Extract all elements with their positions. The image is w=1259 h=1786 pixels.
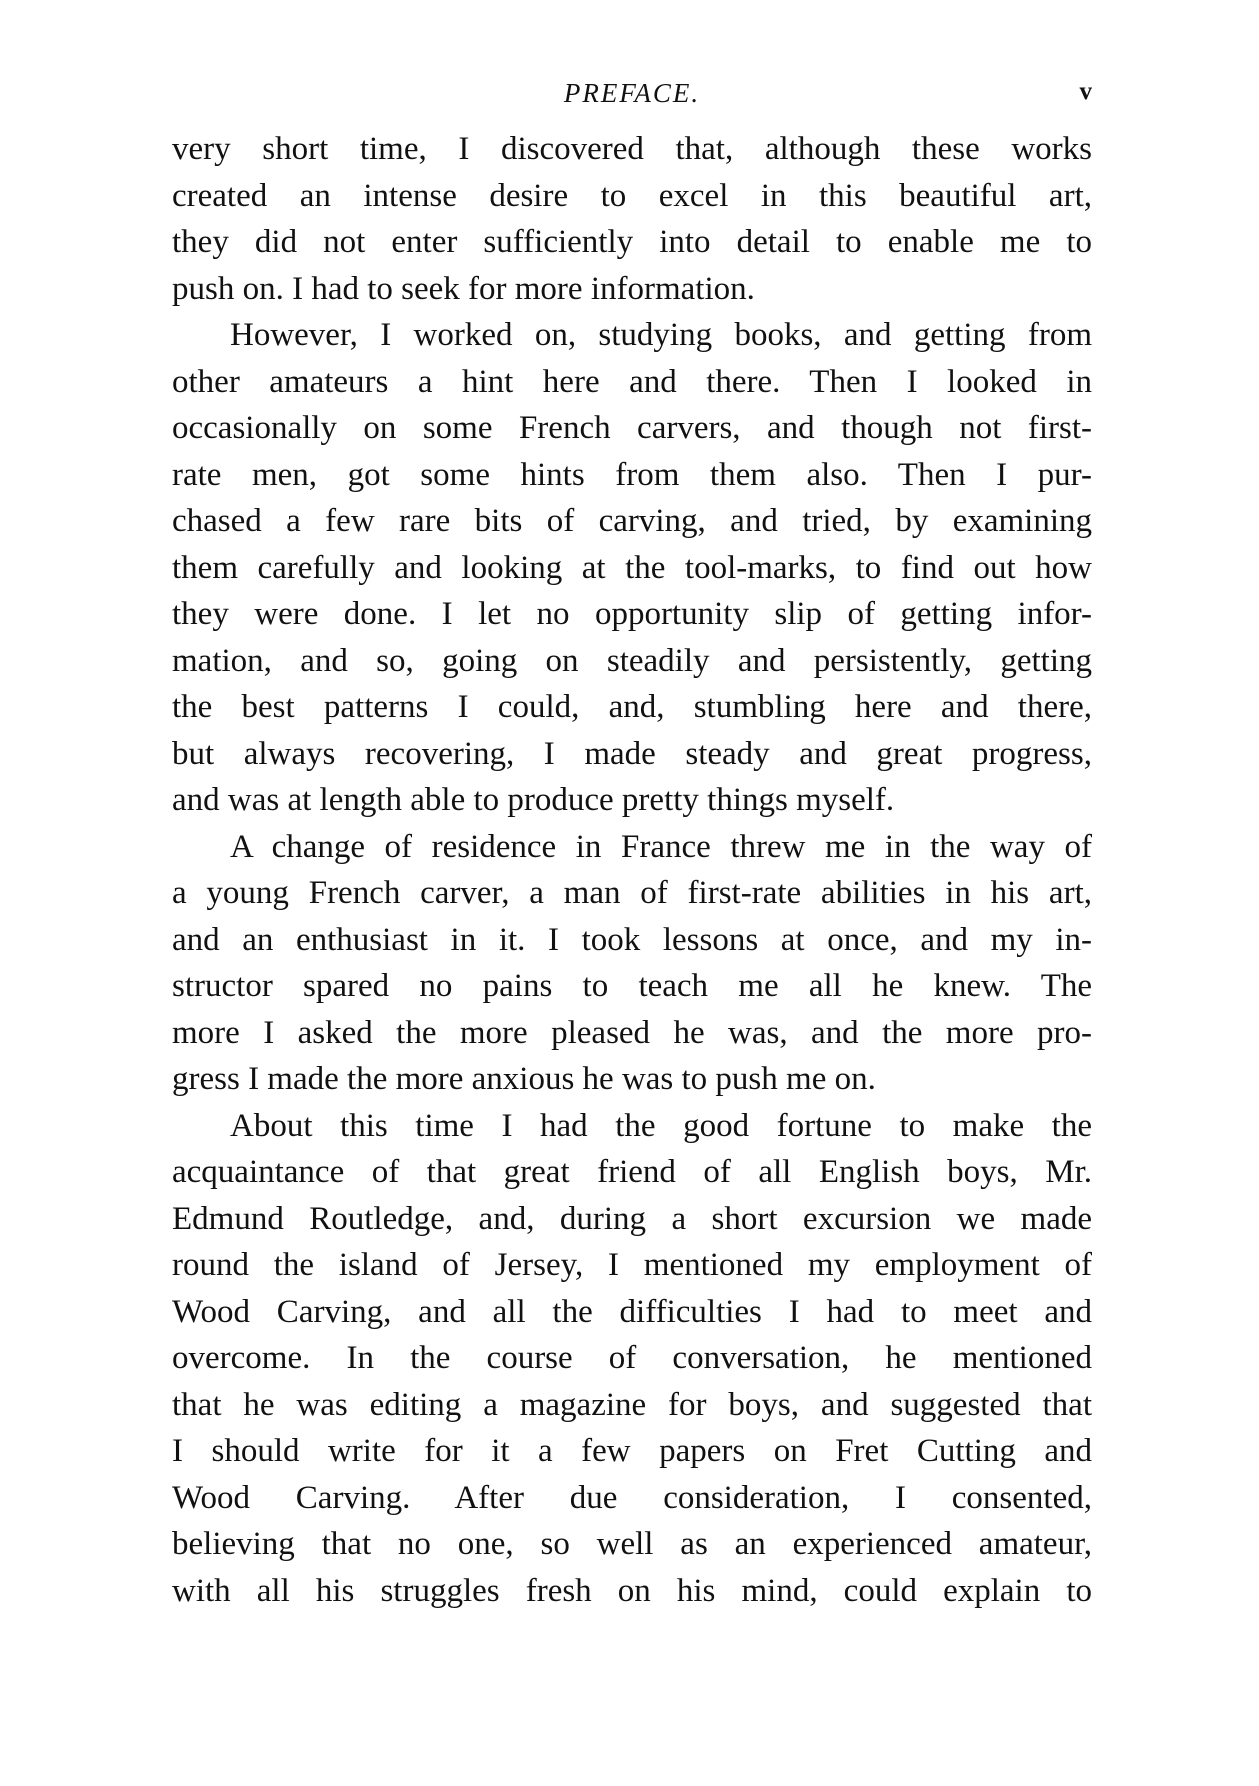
text-line: About this time I had the good fortune to make the	[230, 1107, 1092, 1144]
text-line: structor spared no pains to teach me all he knew. The	[172, 968, 1092, 1004]
text-line: overcome. In the course of conversation, he mentioned	[172, 1340, 1092, 1376]
text-line: they were done. I let no opportunity slip of getting infor-	[172, 596, 1092, 632]
text-line: chased a few rare bits of carving, and tried, by examining	[172, 503, 1092, 539]
body-text	[172, 126, 1092, 1614]
text-line: acquaintance of that great friend of all English boys, Mr.	[172, 1154, 1092, 1190]
text-line: very short time, I discovered that, although these works	[172, 131, 1092, 167]
text-line: a young French carver, a man of first-rate abilities in his art,	[172, 875, 1092, 911]
text-line: I should write for it a few papers on Fret Cutting and	[172, 1433, 1092, 1469]
text-line: more I asked the more pleased he was, and the more pro-	[172, 1014, 1092, 1051]
text-line: them carefully and looking at the tool-marks, to find out how	[172, 549, 1092, 586]
text-line: rate men, got some hints from them also. Then I pur-	[172, 456, 1092, 493]
text-line: occasionally on some French carvers, and though not first-	[172, 410, 1092, 446]
text-line: but always recovering, I made steady and great progress,	[172, 735, 1092, 772]
text-line: push on. I had to seek for more information.	[172, 270, 755, 307]
text-line: created an intense desire to excel in this beautiful art,	[172, 177, 1092, 214]
text-line: and was at length able to produce pretty things myself.	[172, 782, 895, 818]
page-title: PREFACE.	[563, 78, 701, 108]
text-line: believing that no one, so well as an experienced amateur,	[172, 1526, 1092, 1562]
running-head	[172, 78, 1092, 118]
text-line: gress I made the more anxious he was to push me on.	[172, 1061, 876, 1097]
text-line: However, I worked on, studying books, and getting from	[230, 317, 1092, 353]
text-line: and an enthusiast in it. I took lessons at once, and my in-	[172, 921, 1092, 958]
text-line: that he was editing a magazine for boys, and suggested that	[172, 1386, 1092, 1423]
text-line: round the island of Jersey, I mentioned my employment of	[172, 1247, 1092, 1283]
text-line: the best patterns I could, and, stumbling here and there,	[172, 689, 1092, 725]
page-number: v	[1079, 78, 1092, 105]
text-line: with all his struggles fresh on his mind, could explain to	[172, 1572, 1092, 1609]
text-line: they did not enter sufficiently into detail to enable me to	[172, 224, 1092, 260]
text-line: A change of residence in France threw me in the way of	[230, 828, 1092, 865]
text-line: Wood Carving, and all the difficulties I had to meet and	[172, 1293, 1092, 1330]
text-line: Edmund Routledge, and, during a short excursion we made	[172, 1200, 1092, 1237]
text-line: mation, and so, going on steadily and persistently, getting	[172, 642, 1092, 679]
text-line: other amateurs a hint here and there. Then I looked in	[172, 363, 1092, 400]
text-line: Wood Carving. After due consideration, I consented,	[172, 1479, 1092, 1516]
